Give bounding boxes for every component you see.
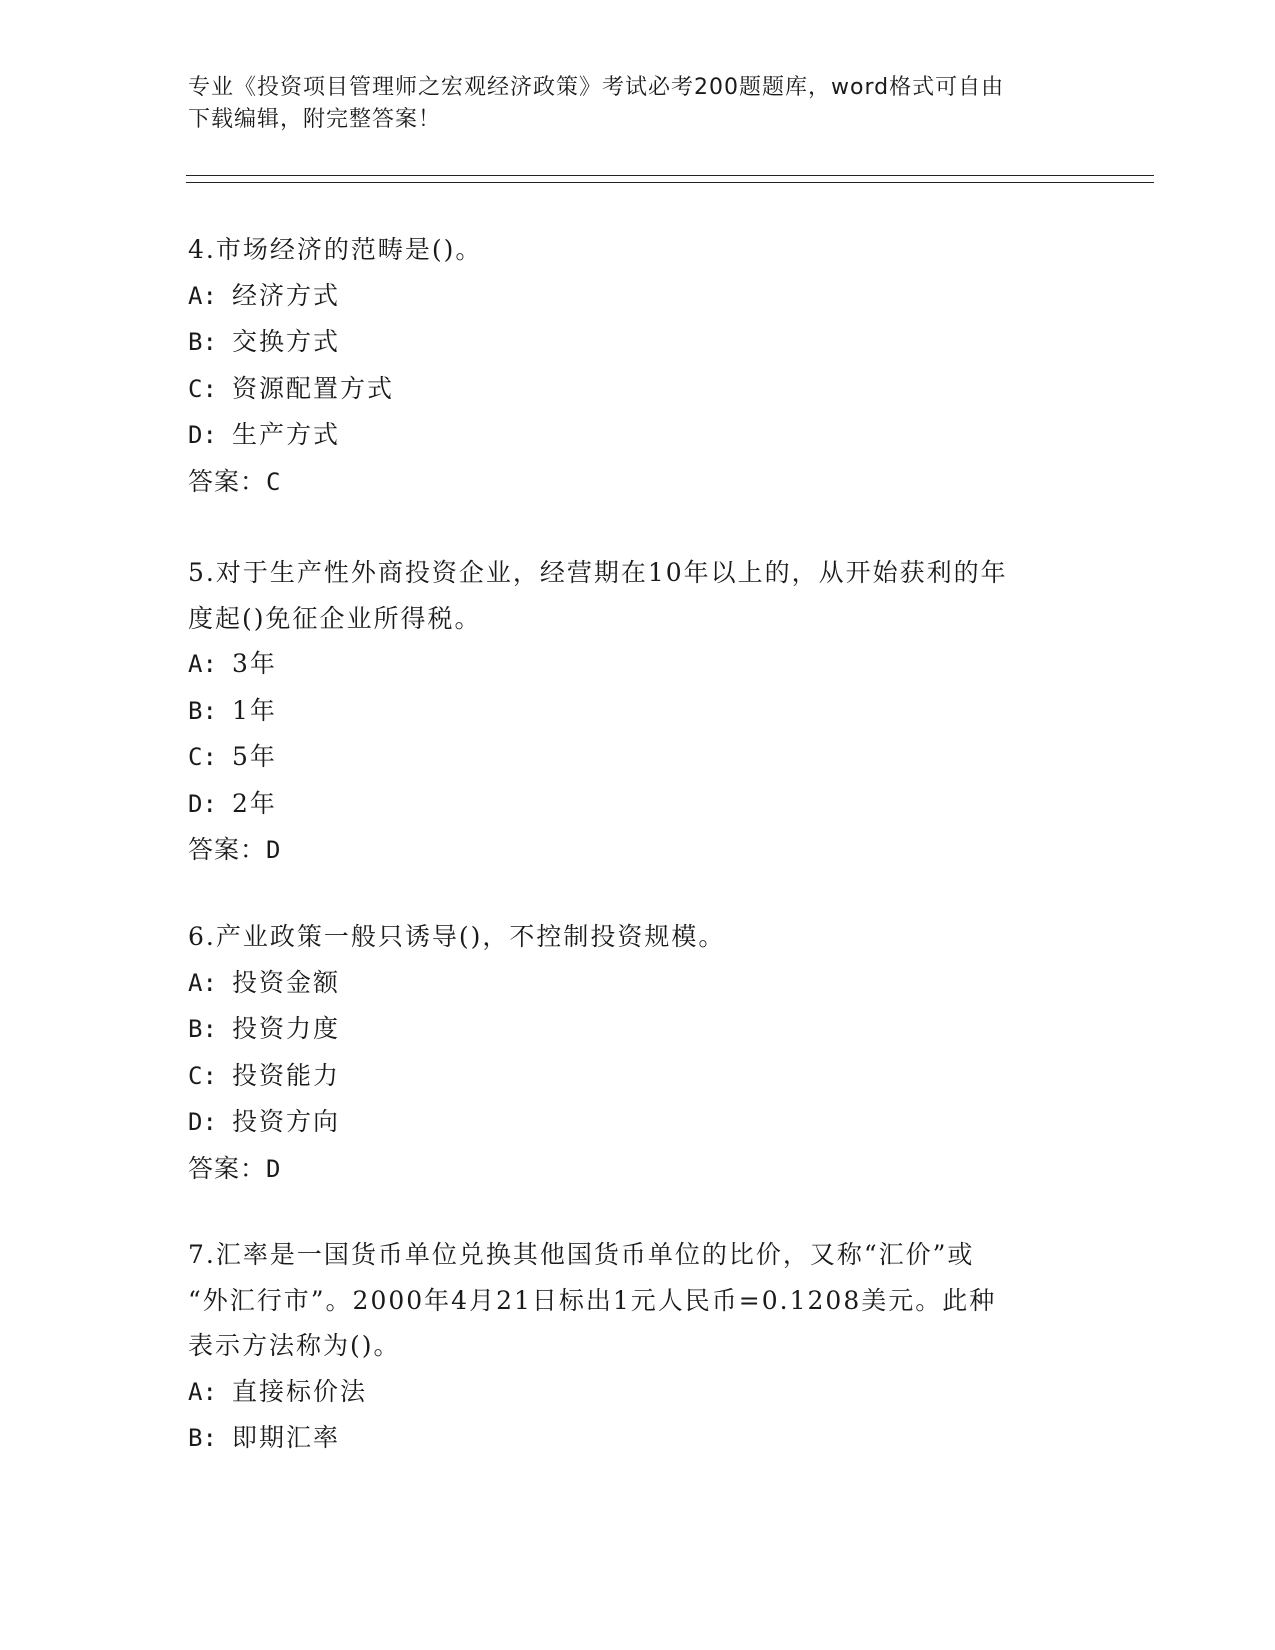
question-text: 6.产业政策一般只诱导()，不控制投资规模。 (188, 922, 726, 951)
option-d (188, 781, 1088, 828)
document-header (188, 72, 1088, 136)
option-a (188, 1369, 1088, 1416)
answer-value: D (266, 836, 282, 864)
option-text: 资源配置方式 (232, 373, 395, 403)
question-4 (188, 227, 1088, 505)
option-key: B: (188, 1015, 217, 1043)
option-c (188, 734, 1088, 781)
option-c (188, 1053, 1088, 1100)
option-a (188, 273, 1088, 320)
answer-label: 答案： (188, 466, 267, 496)
question-5 (188, 550, 1088, 874)
option-text: 直接标价法 (232, 1376, 368, 1406)
option-key: C: (188, 1061, 217, 1090)
option-text: 5年 (232, 742, 277, 771)
question-7 (188, 1232, 1088, 1462)
option-a (188, 641, 1088, 688)
option-d (188, 1099, 1088, 1146)
option-b (188, 319, 1088, 366)
header-line-2: 下载编辑，附完整答案！ (188, 107, 442, 132)
option-b (188, 1006, 1088, 1053)
option-text: 1年 (232, 695, 277, 725)
option-b (188, 688, 1088, 735)
answer-label: 答案： (188, 835, 267, 864)
header-line-1: 专业《投资项目管理师之宏观经济政策》考试必考200题题库，word格式可自由 (188, 75, 1005, 100)
option-key: B: (188, 1424, 217, 1452)
option-key: A: (188, 968, 217, 997)
answer-label: 答案： (188, 1153, 267, 1183)
option-key: D: (188, 789, 217, 818)
option-text: 投资能力 (232, 1060, 341, 1090)
answer-line (188, 459, 1088, 506)
question-text-line-1: 5.对于生产性外商投资企业，经营期在10年以上的，从开始获利的年 (188, 558, 1008, 587)
header-divider-top (186, 175, 1154, 176)
option-d (188, 412, 1088, 459)
option-c (188, 366, 1088, 413)
question-text-line-2: 度起()免征企业所得税。 (188, 603, 482, 633)
option-text: 经济方式 (232, 280, 341, 310)
option-key: A: (188, 281, 217, 310)
option-text: 3年 (232, 649, 277, 678)
option-key: C: (188, 743, 217, 771)
option-key: D: (188, 421, 217, 449)
header-divider-bottom (186, 182, 1154, 183)
option-key: D: (188, 1108, 217, 1136)
option-text: 交换方式 (232, 327, 341, 356)
question-text-line-2: “外汇行市”。2000年4月21日标出1元人民币=0.1208美元。此种 (188, 1285, 997, 1315)
answer-line (188, 1146, 1088, 1193)
option-key: C: (188, 374, 217, 403)
option-text: 投资方向 (232, 1107, 341, 1136)
question-text: 4.市场经济的范畴是()。 (188, 235, 483, 264)
option-text: 即期汇率 (232, 1423, 341, 1452)
option-b (188, 1415, 1088, 1462)
answer-value: D (266, 1154, 282, 1183)
answer-value: C (266, 467, 282, 496)
option-text: 2年 (232, 788, 277, 818)
option-text: 生产方式 (232, 420, 341, 449)
question-6 (188, 914, 1088, 1192)
option-text: 投资金额 (232, 967, 341, 997)
option-key: B: (188, 696, 217, 725)
option-key: A: (188, 1377, 217, 1406)
question-text-line-1: 7.汇率是一国货币单位兑换其他国货币单位的比价，又称“汇价”或 (188, 1240, 975, 1269)
option-text: 投资力度 (232, 1014, 341, 1043)
option-key: B: (188, 328, 217, 356)
answer-line (188, 827, 1088, 874)
option-key: A: (188, 650, 217, 678)
option-a (188, 960, 1088, 1007)
question-text-line-3: 表示方法称为()。 (188, 1331, 401, 1360)
